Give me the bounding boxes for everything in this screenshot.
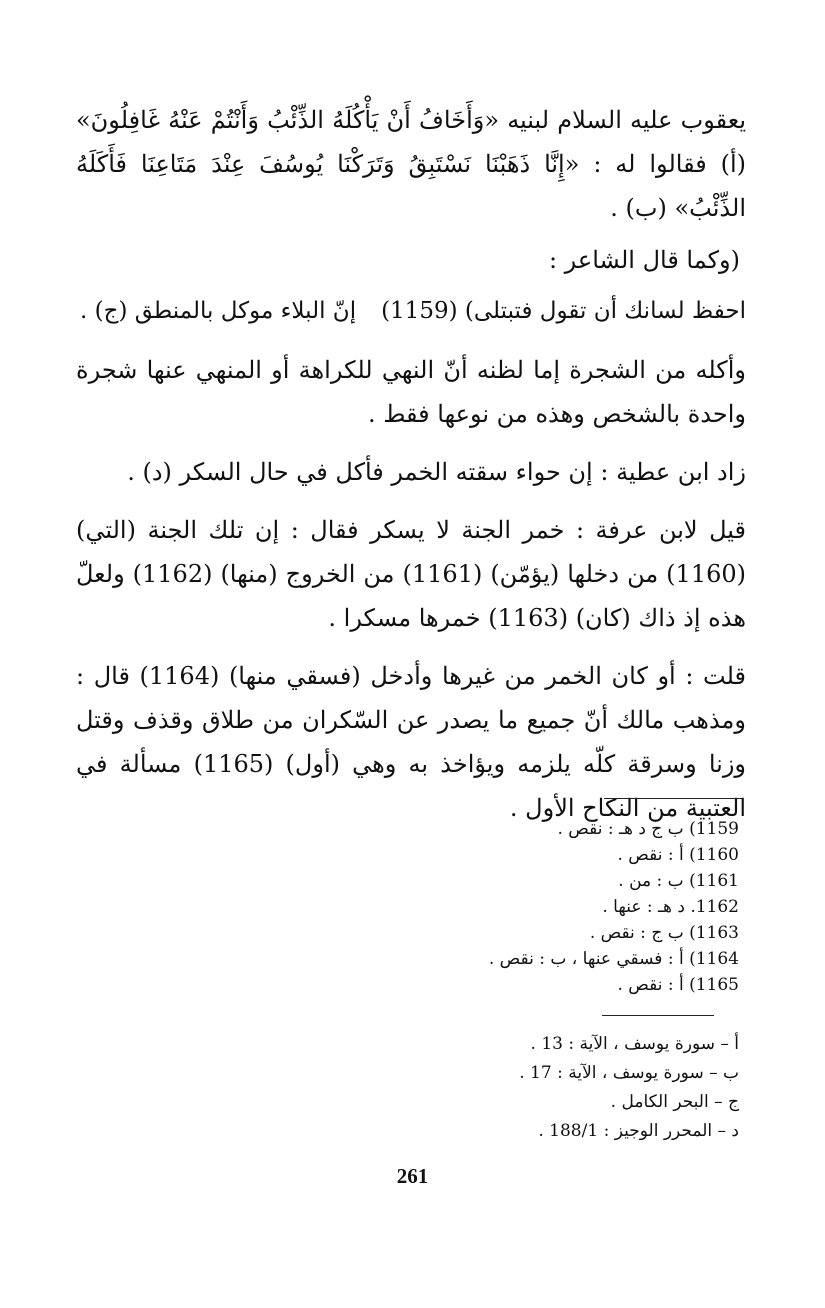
paragraph-malik: قلت : أو كان الخمر من غيرها وأدخل (فسقي منها) (1164) قال : ومذهب مالك أنّ جميع ما يصدر عن السّكران من طلاق وقذف وقتل وزنا وسرقة كلّه يلزمه ويؤاخذ به وهي (أول) (1165) مسألة في العتبية من النكاح الأول . (76, 662, 746, 822)
footnote: 1159) ب ج د هـ : نقص . (557, 819, 739, 839)
reference-note: ج – البحر الكامل . (610, 1092, 739, 1112)
footnote: 1162. د هـ : عنها . (602, 897, 739, 917)
reference-list (319, 1030, 739, 1146)
reference-divider (602, 1015, 714, 1016)
footnote-list (319, 816, 739, 998)
verse-second-hemistich: إنّ البلاء موكل بالمنطق (ج) . (80, 298, 357, 324)
page-number: 261 (396, 1164, 429, 1188)
paragraph-ibn-arafa: قيل لابن عرفة : خمر الجنة لا يسكر فقال : إن تلك الجنة (التي) (1160) من دخلها (يؤمّن) (1161) من الخروج (منها) (1162) ولعلّ هذه إذ ذاك (كان) (1163) خمرها مسكرا . (76, 516, 746, 632)
verse-first-hemistich: احفظ لسانك أن تقول فتبتلى) (1159) (381, 298, 746, 324)
reference-note: ب – سورة يوسف ، الآية : 17 . (519, 1063, 739, 1083)
poetry-verse (76, 288, 746, 334)
footnote-divider (604, 798, 742, 799)
footnote: 1163) ب ج : نقص . (589, 923, 739, 943)
footnote: 1165) أ : نقص . (617, 975, 739, 995)
main-text (76, 98, 746, 830)
reference-note: د – المحرر الوجيز : 188/1 . (538, 1121, 739, 1141)
footnote: 1160) أ : نقص . (617, 845, 739, 865)
footnote: 1161) ب : من . (618, 871, 739, 891)
paragraph-ibn-atiyya: زاد ابن عطية : إن حواء سقته الخمر فأكل في حال السكر (د) . (127, 458, 746, 486)
footnote: 1164) أ : فسقي عنها ، ب : نقص . (488, 949, 739, 969)
reference-note: أ – سورة يوسف ، الآية : 13 . (530, 1034, 739, 1054)
paragraph-quran-quote: يعقوب عليه السلام لبنيه «وَأَخَافُ أَنْ يَأْكُلَهُ الذِّئْبُ وَأَنْتُمْ عَنْهُ غَافِلُونَ» (أ) فقالوا له : «إِنَّا ذَهَبْنَا نَسْتَبِقُ وَتَرَكْنَا يُوسُفَ عِنْدَ مَتَاعِنَا فَأَكَلَهُ الذِّئْبُ» (ب) . (76, 106, 746, 222)
paragraph-eating-tree: وأكله من الشجرة إما لظنه أنّ النهي للكراهة أو المنهي عنها شجرة واحدة بالشخص وهذه من نوعها فقط . (76, 356, 746, 428)
poet-intro: (وكما قال الشاعر : (548, 246, 740, 274)
